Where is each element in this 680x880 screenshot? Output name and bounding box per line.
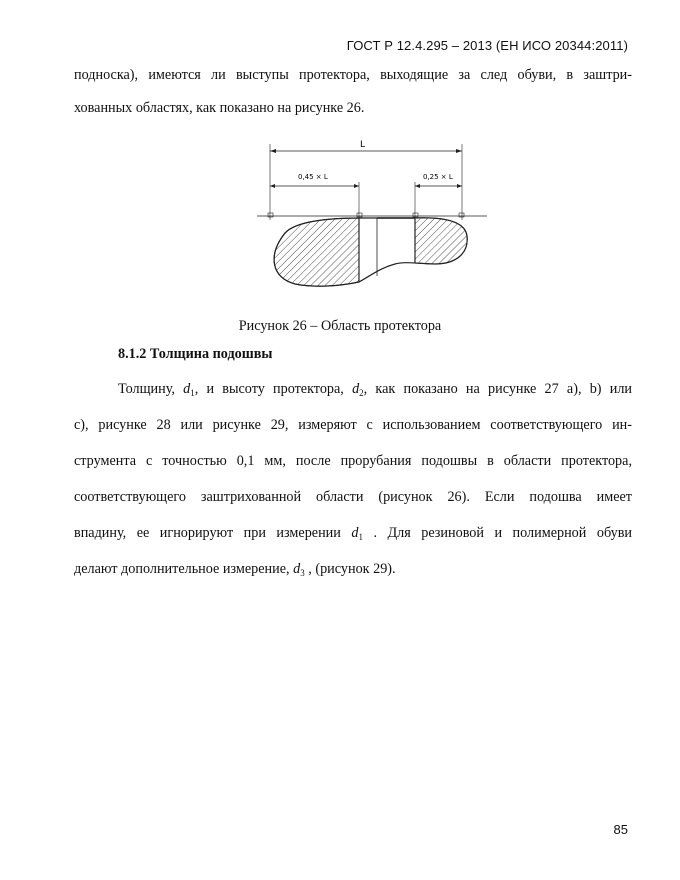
text-run: делают дополнительное измерение, <box>74 561 294 577</box>
hatched-forepart-area <box>274 218 359 286</box>
body-line-5 <box>74 524 632 546</box>
text-run: , и высоту протектора, <box>194 381 353 397</box>
intro-line-2: хованных областях, как показано на рисунке 26. <box>74 100 365 116</box>
subscript: 2 <box>359 388 364 398</box>
subscript: 1 <box>358 532 363 542</box>
sole-diagram <box>255 136 495 296</box>
tread-area-figure <box>255 136 495 296</box>
body-line-6 <box>74 560 632 582</box>
arrow-forepart-left-icon <box>270 184 275 188</box>
body-line-1 <box>118 380 632 402</box>
document-header: ГОСТ Р 12.4.295 – 2013 (ЕН ИСО 20344:2011) <box>346 38 628 53</box>
body-line-4: соответствующего заштрихованной области (рисунок 26). Если подошва имеет <box>74 489 632 505</box>
intro-line-1: подноска), имеются ли выступы протектора, выходящие за след обуви, в заштри- <box>74 67 632 83</box>
label-total-length: L <box>360 140 366 150</box>
label-forepart-length: 0,45 × L <box>298 173 328 181</box>
text-run: Толщину, <box>118 381 184 397</box>
arrow-right-icon <box>456 149 462 153</box>
symbol-d: d <box>183 381 191 397</box>
figure-caption: Рисунок 26 – Область протектора <box>238 318 442 334</box>
arrow-forepart-right-icon <box>354 184 359 188</box>
subscript: 1 <box>190 388 195 398</box>
symbol-d: d <box>351 525 359 541</box>
text-run: , как показано на рисунке 27 a), b) или <box>363 381 632 397</box>
body-line-2: c), рисунке 28 или рисунке 29, измеряют с использованием соответствующего ин- <box>74 417 632 433</box>
text-run: , (рисунок 29). <box>304 561 396 577</box>
hatched-heel-area <box>415 218 467 264</box>
text-run: впадину, ее игнорируют при измерении <box>74 525 352 541</box>
subscript: 3 <box>300 568 305 578</box>
text-run: . Для резиновой и полимерной обуви <box>362 525 633 541</box>
section-heading: 8.1.2 Толщина подошвы <box>118 346 273 362</box>
body-line-3: струмента с точностью 0,1 мм, после прорубания подошвы в области протектора, <box>74 453 632 469</box>
symbol-d: d <box>293 561 301 577</box>
label-heel-length: 0,25 × L <box>423 173 453 181</box>
symbol-d: d <box>352 381 360 397</box>
arrow-heel-left-icon <box>415 184 420 188</box>
arrow-heel-right-icon <box>457 184 462 188</box>
arrow-left-icon <box>270 149 276 153</box>
page-number: 85 <box>613 822 628 837</box>
